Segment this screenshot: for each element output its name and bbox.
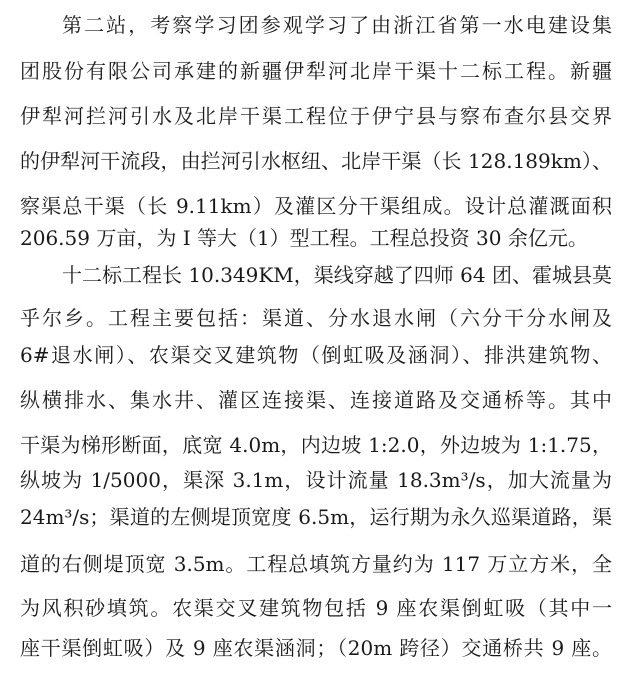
paragraph-2-line-6: 纵坡为 1/5000，渠深 3.1m，设计流量 18.3m³/s，加大流量为: [20, 468, 612, 492]
paragraph-1-line-3: 伊犁河拦河引水及北岸干渠工程位于伊宁县与察布查尔县交界: [20, 104, 612, 128]
paragraph-1-line-6: 206.59 万亩，为 I 等大（1）型工程。工程总投资 30 余亿元。: [20, 226, 588, 250]
paragraph-2-line-3: 6#退水闸）、农渠交叉建筑物（倒虹吸及涵洞）、排洪建筑物、: [20, 343, 612, 367]
paragraph-2-line-7: 24m³/s；渠道的左侧堤顶宽度 6.5m，运行期为永久巡渠道路，渠: [20, 505, 612, 529]
paragraph-2-line-2: 乎尔乡。工程主要包括：渠道、分水退水闸（六分干分水闸及: [20, 306, 612, 330]
paragraph-1-line-5: 察渠总干渠（长 9.11km）及灌区分干渠组成。设计总灌溉面积: [20, 194, 612, 218]
paragraph-1-line-1: 第二站，考察学习团参观学习了由浙江省第一水电建设集: [62, 13, 612, 37]
paragraph-2-line-1: 十二标工程长 10.349KM，渠线穿越了四师 64 团、霍城县莫: [62, 263, 612, 287]
paragraph-1-line-2: 团股份有限公司承建的新疆伊犁河北岸干渠十二标工程。新疆: [20, 59, 612, 83]
paragraph-2-line-5: 干渠为梯形断面，底宽 4.0m，内边坡 1:2.0，外边坡为 1:1.75，: [20, 433, 612, 457]
paragraph-2-line-8: 道的右侧堤顶宽 3.5m。工程总填筑方量约为 117 万立方米，全: [20, 552, 612, 576]
paragraph-1-line-4: 的伊犁河干流段，由拦河引水枢纽、北岸干渠（长 128.189km）、: [20, 149, 612, 173]
paragraph-2-line-9: 为风积砂填筑。农渠交叉建筑物包括 9 座农渠倒虹吸（其中一: [20, 596, 612, 620]
paragraph-2-line-10: 座干渠倒虹吸）及 9 座农渠涵洞；（20m 跨径）交通桥共 9 座。: [20, 636, 612, 660]
paragraph-2-line-4: 纵横排水、集水井、灌区连接渠、连接道路及交通桥等。其中: [20, 388, 612, 412]
